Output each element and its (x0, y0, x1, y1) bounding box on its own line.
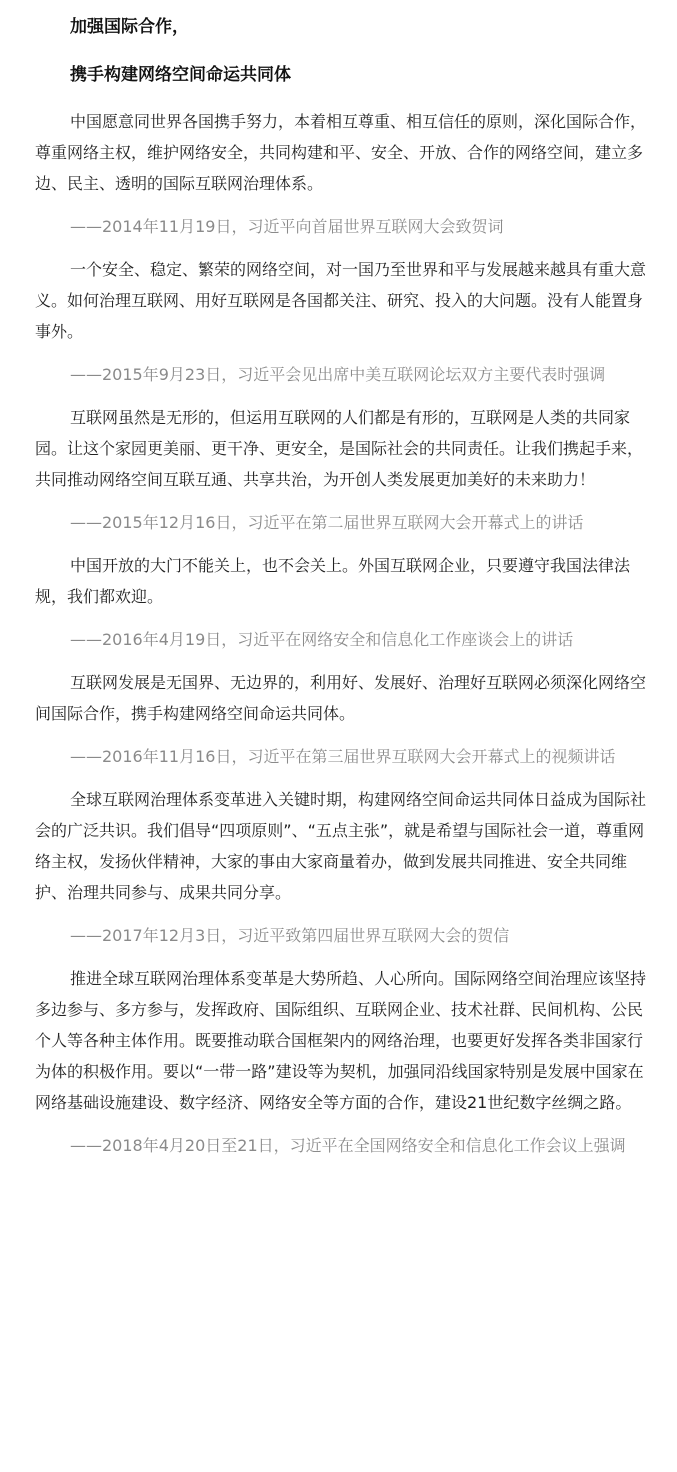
article-title-line-2: 携手构建网络空间命运共同体 (70, 65, 291, 85)
quote-text: 中国愿意同世界各国携手努力，本着相互尊重、相互信任的原则，深化国际合作，尊重网络主权，维护网络安全，共同构建和平、安全、开放、合作的网络空间，建立多边、民主、透明的国际互联网治理体系。 (35, 112, 647, 193)
quote-entry (35, 402, 655, 538)
quote-source: ——2017年12月3日，习近平致第四届世界互联网大会的贺信 (70, 926, 510, 945)
quote-source: ——2015年12月16日，习近平在第二届世界互联网大会开幕式上的讲话 (70, 513, 584, 532)
quote-text: 推进全球互联网治理体系变革是大势所趋、人心所向。国际网络空间治理应该坚持多边参与、多方参与，发挥政府、国际组织、互联网企业、技术社群、民间机构、公民个人等各种主体作用。既要推动联合国框架内的网络治理，也要更好发挥各类非国家行为体的积极作用。要以“一带一路”建设等为契机，加强同沿线国家特别是发展中国家在网络基础设施建设、数字经济、网络安全等方面的合作，建设21世纪数字丝绸之路。 (35, 969, 647, 1112)
quote-text: 一个安全、稳定、繁荣的网络空间，对一国乃至世界和平与发展越来越具有重大意义。如何治理互联网、用好互联网是各国都关注、研究、投入的大问题。没有人能置身事外。 (35, 260, 647, 341)
quote-source: ——2015年9月23日，习近平会见出席中美互联网论坛双方主要代表时强调 (70, 365, 606, 384)
quote-entry (35, 667, 655, 772)
quote-entry (35, 106, 655, 242)
quote-text: 全球互联网治理体系变革进入关键时期，构建网络空间命运共同体日益成为国际社会的广泛共识。我们倡导“四项原则”、“五点主张”，就是希望与国际社会一道，尊重网络主权，发扬伙伴精神，大家的事由大家商量着办，做到发展共同推进、安全共同维护、治理共同参与、成果共同分享。 (35, 790, 647, 902)
quote-source: ——2016年11月16日，习近平在第三届世界互联网大会开幕式上的视频讲话 (70, 747, 616, 766)
quote-text: 互联网虽然是无形的，但运用互联网的人们都是有形的，互联网是人类的共同家园。让这个家园更美丽、更干净、更安全，是国际社会的共同责任。让我们携起手来，共同推动网络空间互联互通、共享共治，为开创人类发展更加美好的未来助力！ (35, 408, 644, 489)
article-title-line-1: 加强国际合作， (70, 17, 189, 37)
quote-source: ——2014年11月19日，习近平向首届世界互联网大会致贺词 (70, 217, 504, 236)
quote-text: 互联网发展是无国界、无边界的，利用好、发展好、治理好互联网必须深化网络空间国际合作，携手构建网络空间命运共同体。 (35, 673, 647, 723)
quote-entry (35, 550, 655, 655)
quote-entry (35, 963, 655, 1161)
quote-entry (35, 254, 655, 390)
quote-text: 中国开放的大门不能关上，也不会关上。外国互联网企业，只要遵守我国法律法规，我们都欢迎。 (35, 556, 631, 606)
quote-source: ——2016年4月19日，习近平在网络安全和信息化工作座谈会上的讲话 (70, 630, 574, 649)
quote-entry (35, 784, 655, 951)
quote-source: ——2018年4月20日至21日，习近平在全国网络安全和信息化工作会议上强调 (70, 1136, 626, 1155)
